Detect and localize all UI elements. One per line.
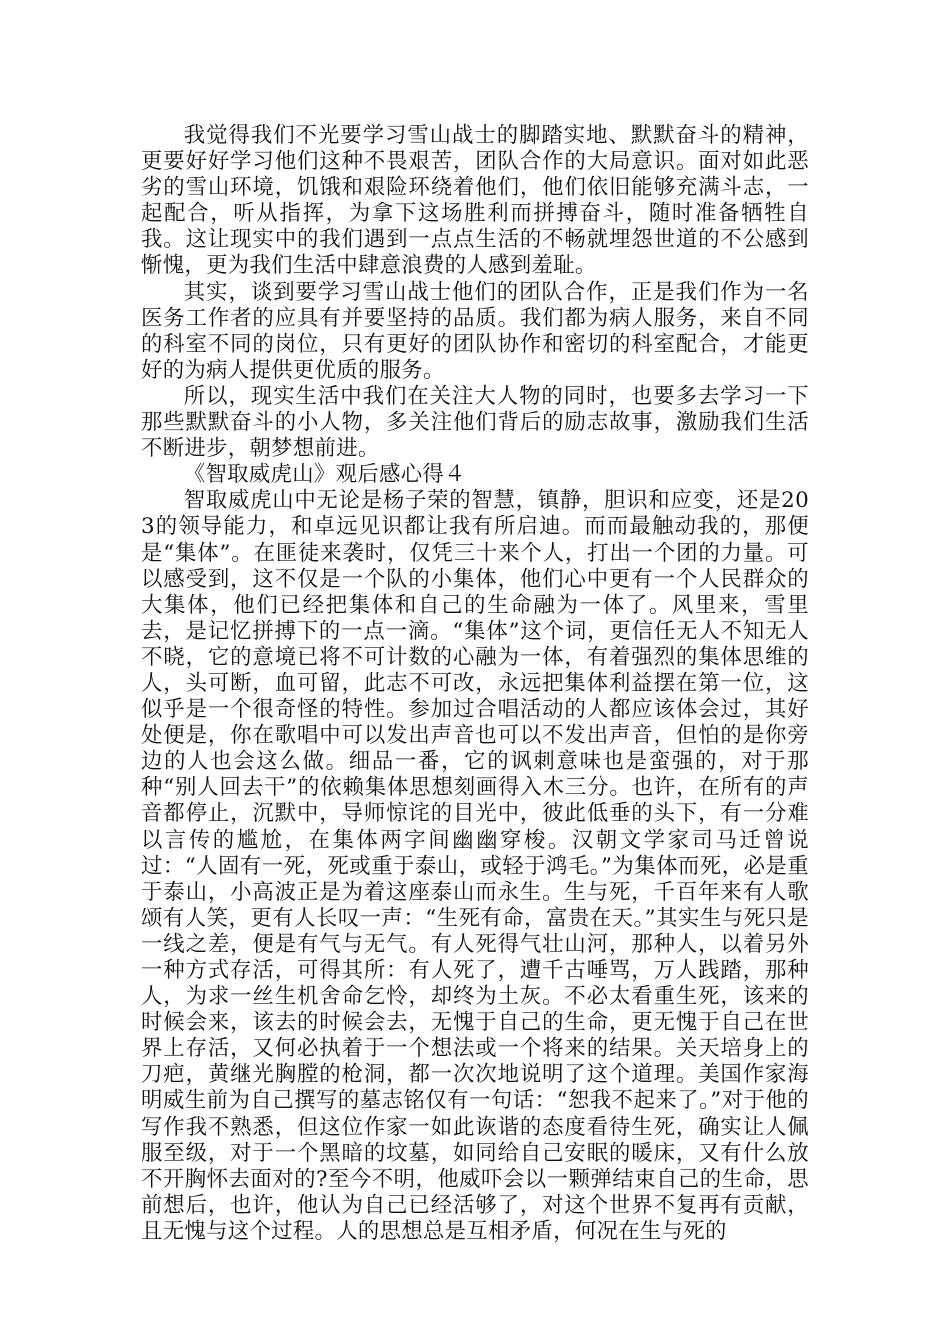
paragraph-2: 其实，谈到要学习雪山战士他们的团队合作，正是我们作为一名医务工作者的应具有并要坚持的品质。我们都为病人服务，来自不同的科室不同的岗位，只有更好的团队协作和密切的科室配合，才能更好的为病人提供更优质的服务。: [141, 279, 809, 383]
section-paragraph: 智取威虎山中无论是杨子荣的智慧，镇静，胆识和应变，还是203的领导能力，和卓远见识都让我有所启迪。而而最触动我的，那便是“集体”。在匪徒来袭时，仅凭三十来个人，打出一个团的力量。可以感受到，这不仅是一个队的小集体，他们心中更有一个人民群众的大集体，他们已经把集体和自己的生命融为一体了。风里来，雪里去，是记忆拼搏下的一点一滴。“集体”这个词，更信任无人不知无人不晓，它的意境已将不可计数的心融为一体，有着强烈的集体思维的人，头可断，血可留，此志不可改，永远把集体利益摆在第一位，这似乎是一个很奇怪的特性。参加过合唱活动的人都应该体会过，其好处便是，你在歌唱中可以发出声音也可以不发出声音，但怕的是你旁边的人也会这么做。细品一番，它的讽刺意味也是蛮强的，对于那种“别人回去干”的依赖集体思想刻画得入木三分。也许，在所有的声音都停止，沉默中，导师惊诧的目光中，彼此低垂的头下，有一分难以言传的尴尬，在集体两字间幽幽穿梭。汉朝文学家司马迁曾说过：“人固有一死，死或重于泰山，或轻于鸿毛。”为集体而死，必是重于泰山，小高波正是为着这座泰山而永生。生与死，千百年来有人歌颂有人笑，更有人长叹一声：“生死有命，富贵在天。”其实生与死只是一线之差，便是有气与无气。有人死得气壮山河，那种人，以着另外一种方式存活，可得其所：有人死了，遭千古唾骂，万人践踏，那种人，为求一丝生机舍命乞怜，却终为土灰。不必太看重生死，该来的时候会来，该去的时候会去，无愧于自己的生命，更无愧于自己在世界上存活，又何必执着于一个想法或一个将来的结果。关天培身上的刀疤，黄继光胸膛的枪洞，都一次次地说明了这个道理。美国作家海明威生前为自己撰写的墓志铭仅有一句话：“恕我不起来了。”对于他的写作我不熟悉，但这位作家一如此诙谐的态度看待生死，确实让人佩服至级，对于一个黑暗的坟墓，如同给自己安眠的暖床，又有什么放不开胸怀去面对的?至今不明，他威吓会以一颗弹结束自己的生命，思前想后，也许，他认为自己已经活够了，对这个世界不复再有贡献，且无愧与这个过程。人的思想总是互相矛盾，何况在生与死的: [141, 488, 809, 1244]
section-heading: 《智取威虎山》观后感心得４: [183, 462, 466, 488]
paragraph-3: 所以，现实生活中我们在关注大人物的同时，也要多去学习一下那些默默奋斗的小人物，多关注他们背后的励志故事，激励我们生活不断进步，朝梦想前进。: [141, 383, 809, 462]
document-body: [141, 123, 809, 1245]
paragraph-1: 我觉得我们不光要学习雪山战士的脚踏实地、默默奋斗的精神，更要好好学习他们这种不畏艰苦，团队合作的大局意识。面对如此恶劣的雪山环境，饥饿和艰险环绕着他们，他们依旧能够充满斗志，一起配合，听从指挥，为拿下这场胜利而拼搏奋斗，随时准备牺牲自我。这让现实中的我们遇到一点点生活的不畅就埋怨世道的不公感到惭愧，更为我们生活中肆意浪费的人感到羞耻。: [141, 123, 809, 279]
